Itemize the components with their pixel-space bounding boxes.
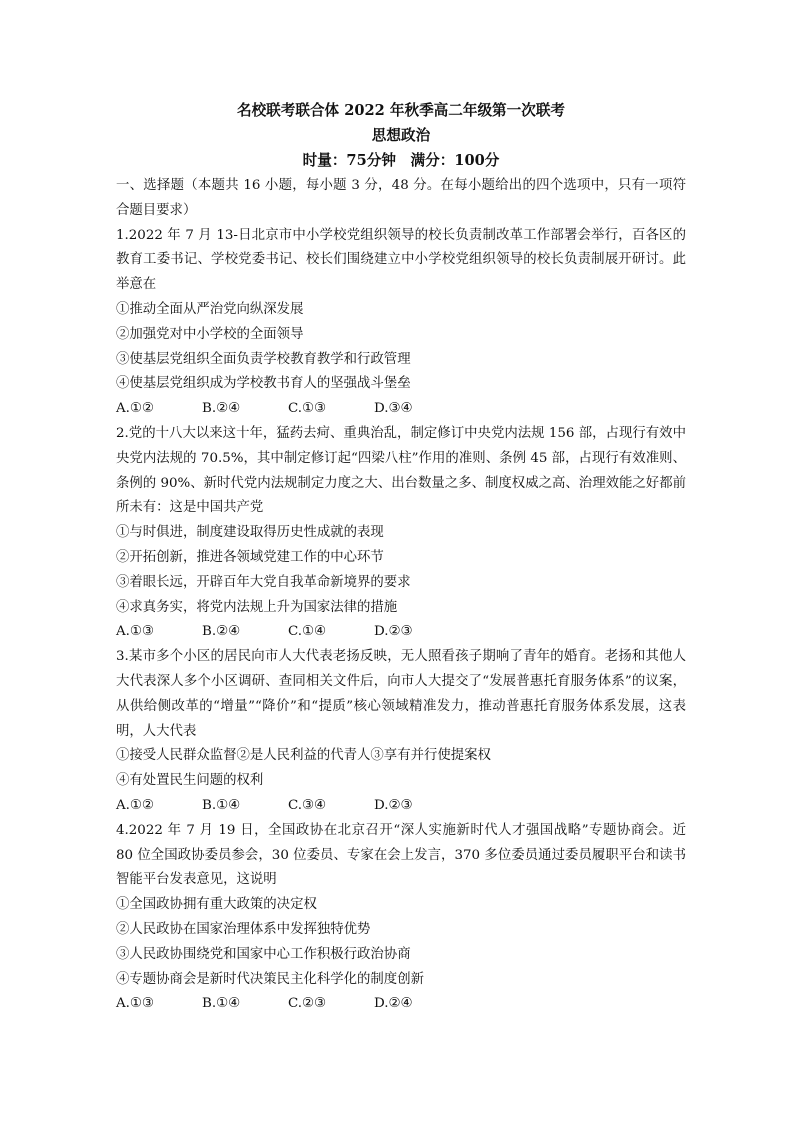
question-stem: 1.2022 年 7 月 13-日北京市中小学校党组织领导的校长负责制改革工作部署会举行，百各区的教育工委书记、学校党委书记、校长们围绕建立中小学校党组织领导的校长负责制展开研讨。此举意在 (116, 227, 686, 293)
exam-title: 名校联考联合体 2022 年秋季高二年级第一次联考 (236, 102, 566, 119)
answer-choices (116, 992, 686, 1017)
statement: ①全国政协拥有重大政策的决定权 (116, 897, 317, 913)
exam-time-info: 时量：75分钟 满分：100分 (302, 152, 500, 169)
answer-option-a: A.①③ (116, 624, 154, 640)
statement: ④求真务实，将党内法规上升为国家法律的措施 (116, 599, 398, 615)
question-3 (116, 645, 686, 819)
answer-option-a: A.①② (116, 401, 154, 417)
question-2 (116, 422, 686, 645)
answer-option-c: C.①④ (288, 624, 327, 640)
answer-option-d: D.②④ (374, 996, 413, 1012)
statement: ①接受人民群众监督②是人民利益的代青人③享有并行使提案权 (116, 748, 491, 764)
question-stem: 3.某市多个小区的居民向市人大代表老扬反映，无人照看孩子期响了青年的婚育。老扬和其他人大代表深人多个小区调研、查同相关文件后，向市人大提交了“发展普惠托育服务体系”的议案，从供给侧改革的“增量”“降价”和“提质”核心领域精准发力，推动普惠托育服务体系发展，这表明，人大代表 (116, 649, 686, 739)
answer-option-b: B.①④ (202, 797, 241, 813)
question-1 (116, 224, 686, 422)
answer-choices (116, 397, 686, 422)
statement: ②人民政协在国家治理体系中发挥独特优势 (116, 921, 371, 937)
answer-option-d: D.②③ (374, 624, 413, 640)
exam-subject: 思想政治 (371, 127, 431, 144)
answer-option-b: B.①④ (202, 996, 241, 1012)
statement: ①推动全面从严治党向纵深发展 (116, 301, 304, 317)
statement: ④有处置民生问题的权利 (116, 773, 264, 789)
answer-option-d: D.③④ (374, 401, 413, 417)
section-instructions: 一、选择题（本题共 16 小题，每小题 3 分，48 分。在每小题给出的四个选项中，只有一项符合题目要求） (116, 178, 686, 218)
answer-option-b: B.②④ (202, 624, 241, 640)
answer-choices (116, 794, 686, 819)
answer-option-d: D.②③ (374, 797, 413, 813)
statement: ①与时俱进，制度建设取得历史性成就的表现 (116, 525, 384, 541)
answer-option-a: A.①② (116, 797, 154, 813)
statement: ③着眼长远，开辟百年大党自我革命新境界的要求 (116, 574, 411, 590)
answer-choices (116, 620, 686, 645)
answer-option-c: C.①③ (288, 401, 327, 417)
statement: ③人民政协围绕党和国家中心工作积极行政治协商 (116, 946, 411, 962)
question-4 (116, 819, 686, 1017)
answer-option-c: C.③④ (288, 797, 327, 813)
question-stem: 2.党的十八大以来这十年，猛药去疴、重典治乱，制定修订中央党内法规 156 部，占现行有效中央党内法规的 70.5%，其中制定修订起“四梁八柱”作用的准则、条例 45 部，占现行有效准则、条例的 90%、新时代党内法规制定力度之大、出台数量之多、制度权威之高、治理效能之好都前所未有：这是中国共产党 (116, 425, 686, 516)
statement: ②开拓创新，推进各领域党建工作的中心环节 (116, 549, 384, 565)
statement: ④专题协商会是新时代决策民主化科学化的制度创新 (116, 971, 424, 987)
answer-option-c: C.②③ (288, 996, 327, 1012)
answer-option-b: B.②④ (202, 401, 241, 417)
statement: ④使基层党组织成为学校教书育人的坚强战斗堡垒 (116, 376, 411, 392)
question-stem: 4.2022 年 7 月 19 日，全国政协在北京召开“深人实施新时代人才强国战略”专题协商会。近 80 位全国政协委员参会，30 位委员、专家在会上发言，370 多位委员通过委员履职平台和读书智能平台发表意见，这说明 (116, 822, 686, 888)
answer-option-a: A.①③ (116, 996, 154, 1012)
statement: ②加强党对中小学校的全面领导 (116, 326, 304, 342)
statement: ③使基层党组织全面负责学校教育教学和行政管理 (116, 351, 411, 367)
